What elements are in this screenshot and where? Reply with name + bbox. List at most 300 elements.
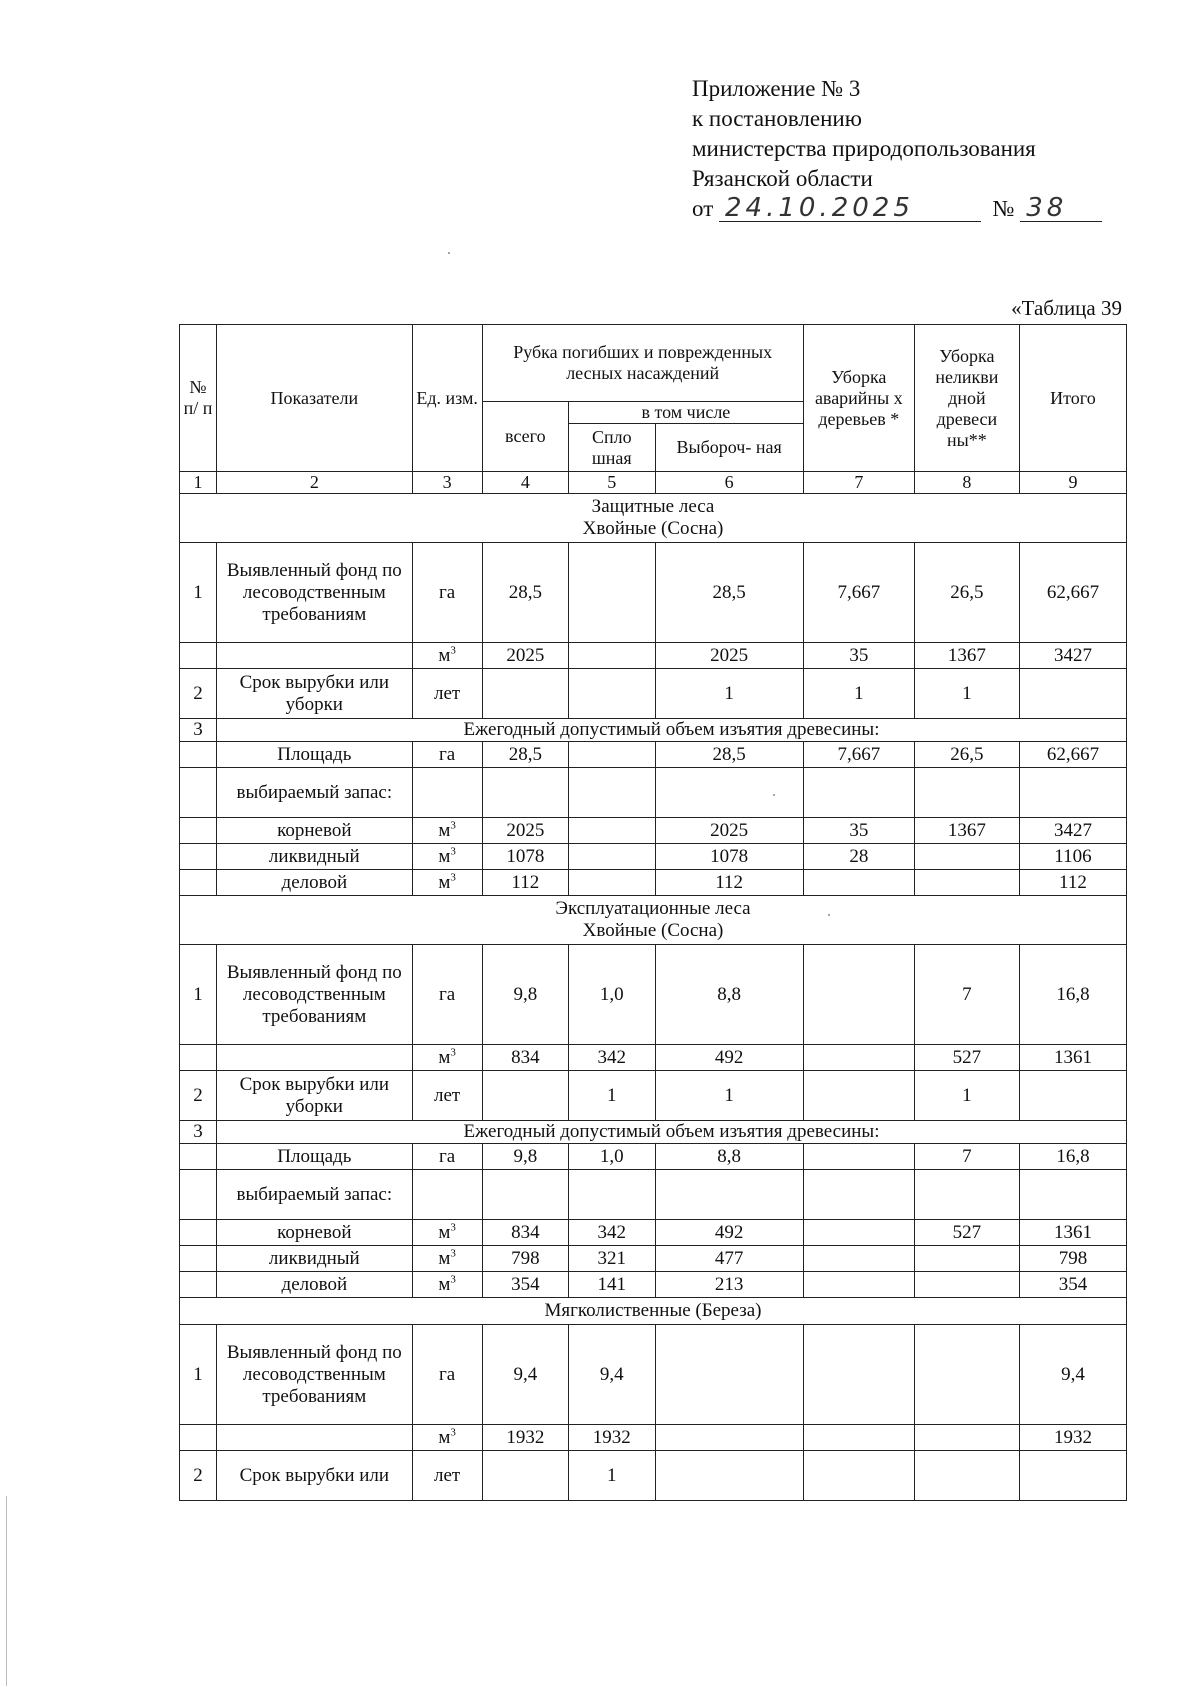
superscript: 3 [450, 1046, 456, 1059]
value-cell [655, 1170, 803, 1220]
section-title-line: Защитные леса [591, 496, 715, 517]
value-cell-text: 112 [511, 871, 540, 893]
value-cell-text: 527 [952, 1046, 982, 1068]
value-cell [655, 669, 803, 719]
value-cell-text: 26,5 [950, 581, 984, 603]
value-cell [1019, 643, 1126, 669]
value-cell-text: 2025 [710, 644, 749, 666]
annual-volume-label [217, 1121, 1127, 1144]
value-cell [914, 1425, 1019, 1451]
unit-cell [412, 669, 482, 719]
value-cell-text: 26,5 [950, 743, 984, 765]
value-cell-text: 16,8 [1056, 983, 1090, 1005]
value-cell [914, 742, 1019, 768]
row-number-text: 2 [193, 682, 203, 704]
value-cell [914, 818, 1019, 844]
table-row [180, 945, 1127, 1045]
value-cell [803, 669, 914, 719]
row-number [180, 1220, 217, 1246]
value-cell [914, 768, 1019, 818]
value-cell-text: 28 [849, 845, 869, 867]
value-cell-text: 1367 [947, 644, 986, 666]
unit-cell-text: м [438, 1046, 451, 1068]
indicator-label [217, 1451, 413, 1501]
row-number [180, 945, 217, 1045]
col-number: 3 [412, 472, 482, 494]
value-cell [569, 669, 655, 719]
table-row [180, 844, 1127, 870]
header-num: № п/ п [180, 325, 217, 472]
value-cell [655, 1325, 803, 1425]
appendix-line-4: Рязанской области [692, 166, 873, 191]
value-cell [914, 844, 1019, 870]
value-cell [569, 1451, 655, 1501]
indicator-label [217, 1071, 413, 1121]
indicator-label [217, 1144, 413, 1170]
header-indicators: Показатели [217, 325, 413, 472]
value-cell [803, 543, 914, 643]
unit-cell-text: м [438, 819, 451, 841]
value-cell-text: 28,5 [712, 581, 746, 603]
header-emergency: Уборка аварийны х деревьев * [803, 325, 914, 472]
table-row [180, 543, 1127, 643]
value-cell [1019, 1045, 1126, 1071]
value-cell [803, 742, 914, 768]
value-cell [803, 1246, 914, 1272]
row-number [180, 870, 217, 896]
unit-cell-text: га [438, 581, 456, 603]
row-number [180, 1272, 217, 1298]
indicator-label [217, 543, 413, 643]
handwritten-number: 38 [1020, 195, 1102, 222]
table-row [180, 1144, 1127, 1170]
unit-cell-text: лет [433, 1084, 461, 1106]
value-cell [803, 1425, 914, 1451]
row-number [180, 1325, 217, 1425]
value-cell-text: 1932 [592, 1426, 631, 1448]
section-title [180, 494, 1127, 543]
value-cell [655, 1045, 803, 1071]
value-cell [655, 643, 803, 669]
value-cell-text: 1361 [1053, 1221, 1092, 1243]
value-cell [569, 818, 655, 844]
row-number [180, 669, 217, 719]
col-number: 2 [217, 472, 413, 494]
unit-cell [412, 1451, 482, 1501]
value-cell [655, 870, 803, 896]
indicator-label-text: Срок вырубки или уборки [239, 671, 390, 715]
value-cell-text: 9,8 [513, 983, 538, 1005]
annual-volume-label [217, 719, 1127, 742]
value-cell [482, 1325, 568, 1425]
section-title [180, 896, 1127, 945]
value-cell [482, 1272, 568, 1298]
table-row [180, 1325, 1127, 1425]
value-cell [914, 1246, 1019, 1272]
value-cell [482, 669, 568, 719]
superscript: 3 [450, 644, 456, 657]
unit-cell-text: лет [433, 682, 461, 704]
header-including: в том числе [569, 402, 804, 424]
row-number-text: 3 [193, 719, 203, 740]
table-row [180, 818, 1127, 844]
value-cell-text: 2025 [710, 819, 749, 841]
value-cell-text: 112 [1059, 871, 1087, 893]
value-cell [482, 818, 568, 844]
superscript: 3 [450, 1221, 456, 1234]
indicator-label-text: Срок вырубки или [239, 1464, 390, 1486]
value-cell-text: 28,5 [508, 743, 542, 765]
value-cell [803, 1272, 914, 1298]
header-clear: Спло шная [569, 424, 655, 472]
value-cell-text: 1 [724, 682, 734, 704]
indicator-label-text: Выявленный фонд по лесоводственным требованиям [226, 1341, 402, 1407]
appendix-line-3: министерства природопользования [692, 136, 1036, 161]
value-cell [569, 643, 655, 669]
value-cell-text: 1932 [1053, 1426, 1092, 1448]
value-cell-text: 2025 [506, 819, 545, 841]
superscript: 3 [450, 845, 456, 858]
scan-speck [773, 794, 775, 796]
indicator-label-text: ликвидный [268, 845, 360, 867]
value-cell [655, 1071, 803, 1121]
indicator-label-text: выбираемый запас: [236, 781, 393, 803]
unit-cell [412, 643, 482, 669]
table-row [180, 1425, 1127, 1451]
indicator-label-text: деловой [281, 1273, 348, 1295]
value-cell-text: 354 [1058, 1273, 1088, 1295]
value-cell-text: 16,8 [1056, 1145, 1090, 1167]
unit-cell [412, 1220, 482, 1246]
header-felling: Рубка погибших и поврежденных лесных насаждений [482, 325, 803, 402]
indicator-label [217, 818, 413, 844]
unit-cell-text: м [438, 1273, 451, 1295]
unit-cell-text: м [438, 871, 451, 893]
value-cell-text: 9,8 [513, 1145, 538, 1167]
unit-cell [412, 1246, 482, 1272]
value-cell-text: 7,667 [837, 743, 881, 765]
value-cell-text: 1 [607, 1464, 617, 1486]
table-row [180, 1170, 1127, 1220]
value-cell [803, 1144, 914, 1170]
value-cell [655, 1272, 803, 1298]
annual-volume-label-text: Ежегодный допустимый объем изъятия древесины: [463, 719, 880, 740]
table-row [180, 1220, 1127, 1246]
row-number [180, 1170, 217, 1220]
value-cell [655, 945, 803, 1045]
value-cell [1019, 818, 1126, 844]
indicator-label-text: ликвидный [268, 1247, 360, 1269]
value-cell-text: 492 [714, 1046, 744, 1068]
value-cell [803, 643, 914, 669]
value-cell [655, 1220, 803, 1246]
value-cell [1019, 945, 1126, 1045]
value-cell [569, 844, 655, 870]
value-cell [1019, 1071, 1126, 1121]
value-cell [914, 945, 1019, 1045]
value-cell-text: 28,5 [712, 743, 746, 765]
table-row [180, 1071, 1127, 1121]
scan-speck [828, 914, 830, 916]
value-cell [914, 543, 1019, 643]
value-cell [482, 844, 568, 870]
value-cell [482, 543, 568, 643]
row-number [180, 1071, 217, 1121]
unit-cell-text: м [438, 1221, 451, 1243]
date-number-line [692, 194, 1102, 224]
col-number: 1 [180, 472, 217, 494]
value-cell-text: 1106 [1054, 845, 1092, 867]
unit-cell [412, 1325, 482, 1425]
value-cell-text: 2025 [506, 644, 545, 666]
indicator-label-text: Площадь [277, 1145, 352, 1167]
value-cell-text: 62,667 [1046, 581, 1100, 603]
appendix-line-2: к постановлению [692, 106, 862, 131]
row-number [180, 768, 217, 818]
table-row [180, 719, 1127, 742]
unit-cell [412, 870, 482, 896]
value-cell-text: 1,0 [599, 983, 624, 1005]
value-cell [482, 742, 568, 768]
value-cell [655, 844, 803, 870]
indicator-label [217, 768, 413, 818]
value-cell [803, 1451, 914, 1501]
value-cell-text: 1 [607, 1084, 617, 1106]
value-cell [1019, 1170, 1126, 1220]
header-total-sub: всего [482, 402, 568, 472]
row-number [180, 1045, 217, 1071]
row-number [180, 1144, 217, 1170]
row-number [180, 719, 217, 742]
value-cell [1019, 1425, 1126, 1451]
unit-cell [412, 742, 482, 768]
unit-cell [412, 844, 482, 870]
indicator-label [217, 1170, 413, 1220]
row-number [180, 1121, 217, 1144]
value-cell-text: 141 [597, 1273, 627, 1295]
value-cell [569, 1272, 655, 1298]
value-cell-text: 9,4 [599, 1363, 624, 1385]
col-number: 8 [914, 472, 1019, 494]
value-cell [482, 870, 568, 896]
indicator-label [217, 1246, 413, 1272]
section-subtitle-line: Хвойные (Сосна) [582, 920, 724, 941]
header-sum: Итого [1019, 325, 1126, 472]
superscript: 3 [450, 1426, 456, 1439]
value-cell [803, 768, 914, 818]
value-cell [482, 1246, 568, 1272]
value-cell [482, 1071, 568, 1121]
section-title [180, 1298, 1127, 1325]
row-number [180, 818, 217, 844]
value-cell [655, 1246, 803, 1272]
value-cell [655, 742, 803, 768]
value-cell [914, 1451, 1019, 1501]
value-cell [914, 1144, 1019, 1170]
indicator-label [217, 1045, 413, 1071]
table-row [180, 1246, 1127, 1272]
indicator-label [217, 669, 413, 719]
table-body [180, 494, 1127, 1501]
value-cell [1019, 742, 1126, 768]
unit-cell-text: га [438, 983, 456, 1005]
indicator-label [217, 742, 413, 768]
value-cell [569, 870, 655, 896]
value-cell-text: 1,0 [599, 1145, 624, 1167]
table-row [180, 1451, 1127, 1501]
indicator-label-text: корневой [277, 1221, 352, 1243]
superscript: 3 [450, 1273, 456, 1286]
table-caption: «Таблица 39 [1011, 296, 1122, 320]
value-cell-text: 342 [597, 1046, 627, 1068]
table-row [180, 669, 1127, 719]
value-cell [569, 1246, 655, 1272]
value-cell [569, 1071, 655, 1121]
value-cell [803, 1220, 914, 1246]
value-cell [914, 1220, 1019, 1246]
value-cell [569, 742, 655, 768]
row-number [180, 844, 217, 870]
indicator-label [217, 844, 413, 870]
value-cell-text: 1932 [506, 1426, 545, 1448]
col-number: 9 [1019, 472, 1126, 494]
value-cell [569, 1220, 655, 1246]
value-cell [569, 1325, 655, 1425]
indicator-label-text: выбираемый запас: [236, 1183, 393, 1205]
indicator-label [217, 1325, 413, 1425]
table-row [180, 896, 1127, 945]
number-label: № [992, 196, 1015, 221]
value-cell [914, 1170, 1019, 1220]
value-cell [803, 1045, 914, 1071]
value-cell-text: 798 [1058, 1247, 1088, 1269]
value-cell-text: 527 [952, 1221, 982, 1243]
value-cell [412, 768, 482, 818]
unit-cell-text: лет [433, 1464, 461, 1486]
header-selective: Выбороч- ная [655, 424, 803, 472]
value-cell [482, 1451, 568, 1501]
value-cell [1019, 844, 1126, 870]
value-cell [569, 1144, 655, 1170]
scan-speck [448, 252, 450, 254]
value-cell [655, 543, 803, 643]
table-row [180, 1121, 1127, 1144]
value-cell [914, 1325, 1019, 1425]
unit-cell-text: га [438, 1145, 456, 1167]
indicator-label [217, 1272, 413, 1298]
value-cell [655, 1144, 803, 1170]
row-number [180, 1425, 217, 1451]
value-cell [482, 1220, 568, 1246]
row-number [180, 1246, 217, 1272]
value-cell [482, 1045, 568, 1071]
value-cell [569, 1170, 655, 1220]
row-number [180, 543, 217, 643]
value-cell-text: 62,667 [1046, 743, 1100, 765]
value-cell [803, 1170, 914, 1220]
row-number [180, 742, 217, 768]
unit-cell-text: м [438, 845, 451, 867]
value-cell-text: 35 [849, 819, 869, 841]
value-cell-text: 321 [597, 1247, 627, 1269]
value-cell-text: 35 [849, 644, 869, 666]
value-cell-text: 7 [962, 983, 972, 1005]
value-cell [803, 844, 914, 870]
value-cell [569, 768, 655, 818]
table-row [180, 494, 1127, 543]
from-label: от [692, 196, 714, 221]
row-number-text: 2 [193, 1464, 203, 1486]
value-cell [803, 1071, 914, 1121]
value-cell [914, 1045, 1019, 1071]
unit-cell [412, 1144, 482, 1170]
value-cell-text: 213 [714, 1273, 744, 1295]
value-cell [655, 1451, 803, 1501]
value-cell [803, 1325, 914, 1425]
value-cell [803, 945, 914, 1045]
value-cell [914, 870, 1019, 896]
value-cell-text: 834 [511, 1046, 540, 1068]
value-cell [1019, 870, 1126, 896]
superscript: 3 [450, 1247, 456, 1260]
indicator-label [217, 643, 413, 669]
handwritten-date: 24.10.2025 [719, 195, 981, 222]
value-cell [412, 1170, 482, 1220]
indicator-label-text: Срок вырубки или уборки [239, 1073, 390, 1117]
value-cell-text: 1 [724, 1084, 734, 1106]
section-subtitle-line: Хвойные (Сосна) [582, 518, 724, 539]
unit-cell [412, 945, 482, 1045]
unit-cell [412, 818, 482, 844]
unit-cell-text: м [438, 1247, 451, 1269]
value-cell-text: 798 [511, 1247, 540, 1269]
value-cell-text: 9,4 [1061, 1363, 1085, 1385]
value-cell-text: 1 [962, 1084, 972, 1106]
indicator-label-text: Выявленный фонд по лесоводственным требованиям [226, 961, 402, 1027]
section-title-line: Эксплуатационные леса [555, 898, 751, 919]
indicator-label [217, 1425, 413, 1451]
forest-felling-table [179, 324, 1127, 1501]
col-number: 6 [655, 472, 803, 494]
unit-cell [412, 1272, 482, 1298]
col-number: 5 [569, 472, 655, 494]
value-cell-text: 8,8 [717, 1145, 741, 1167]
unit-cell [412, 1071, 482, 1121]
indicator-label [217, 1220, 413, 1246]
value-cell-text: 8,8 [717, 983, 741, 1005]
row-number [180, 1451, 217, 1501]
unit-cell-text: м [438, 644, 451, 666]
table-row [180, 1298, 1127, 1325]
value-cell [1019, 1325, 1126, 1425]
value-cell [1019, 768, 1126, 818]
value-cell [482, 768, 568, 818]
value-cell-text: 9,4 [513, 1363, 538, 1385]
value-cell [1019, 1220, 1126, 1246]
value-cell [1019, 1144, 1126, 1170]
table-row [180, 768, 1127, 818]
value-cell [569, 1425, 655, 1451]
col-number: 7 [803, 472, 914, 494]
section-title-line: Мягколиственные (Береза) [544, 1300, 762, 1321]
value-cell-text: 1 [854, 682, 864, 704]
value-cell [482, 643, 568, 669]
value-cell-text: 477 [714, 1247, 744, 1269]
document-header [692, 74, 1102, 224]
value-cell [803, 870, 914, 896]
value-cell-text: 492 [714, 1221, 744, 1243]
value-cell-text: 7,667 [837, 581, 881, 603]
